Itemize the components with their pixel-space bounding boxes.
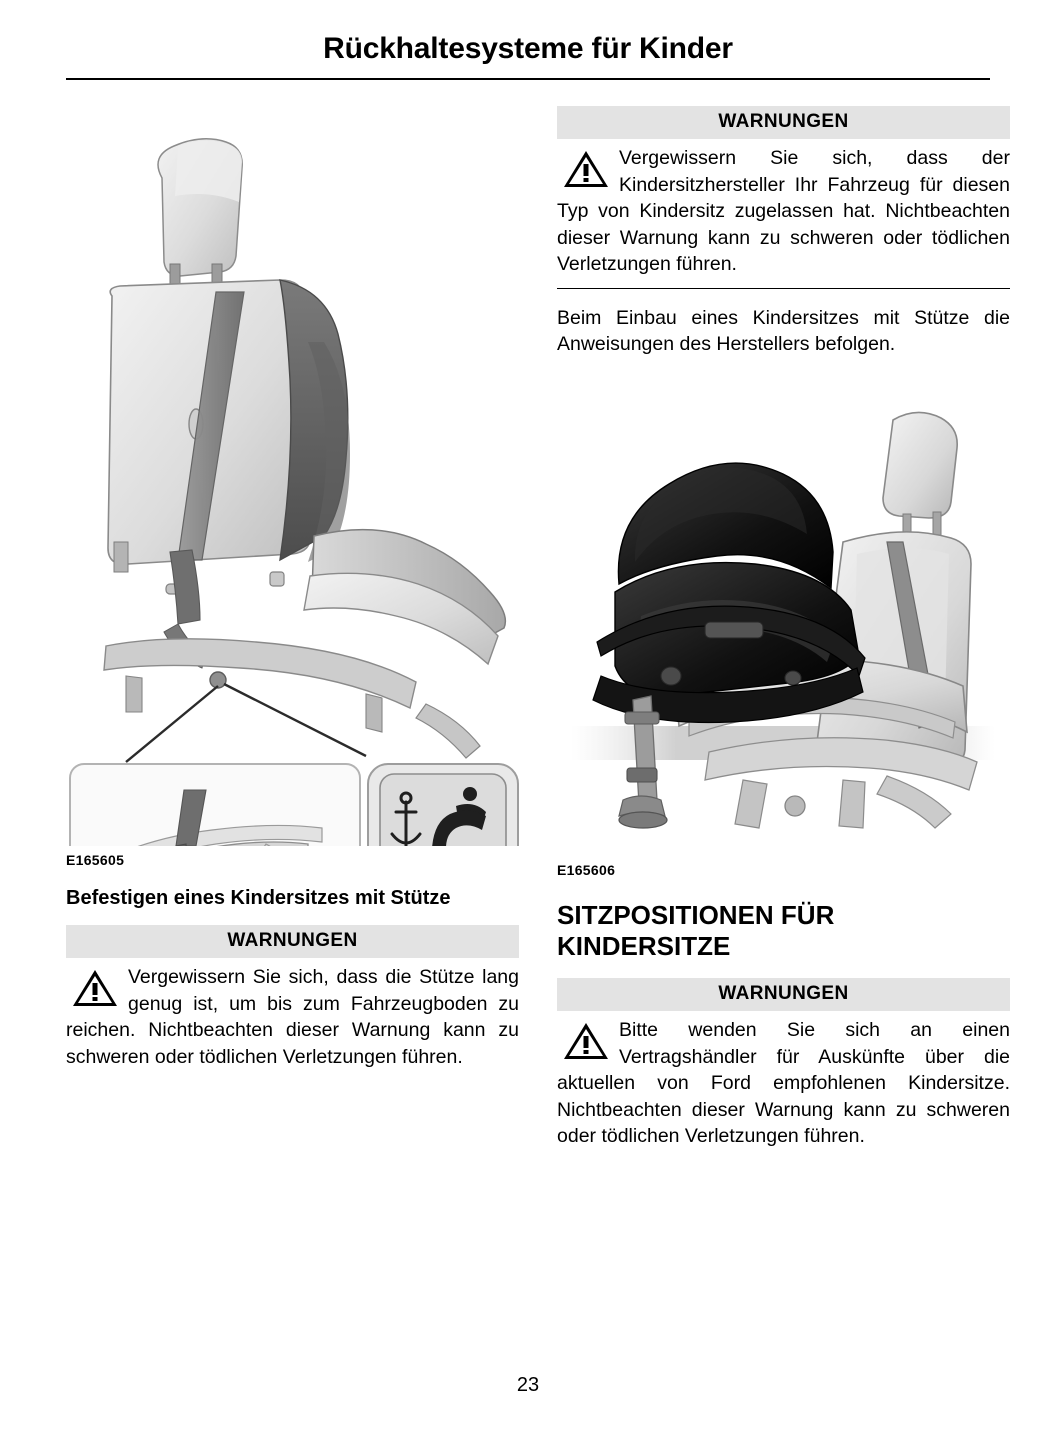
figure-id-right: E165606 [557,861,616,878]
page-header [66,0,990,66]
warning-body-right-top [557,145,1010,278]
section-heading-seating-positions: SITZPOSITIONEN FÜR KINDERSITZE [557,899,835,961]
right-column [557,106,1010,1150]
header-divider [66,78,990,80]
figure-id-left: E165605 [66,852,125,868]
paragraph-support-leg-instructions: Beim Einbau eines Kindersitzes mit Stütze die Anweisungen des Herstellers befolgen. [557,306,1010,356]
left-column [66,106,519,1150]
warning-text-left: Vergewissern Sie sich, dass die Stütze lang genug ist, um bis zum Fahrzeugboden zu reichen. Nichtbeachten dieser Warnung kann zu schweren oder tödlichen Verletzungen führen. [66,966,519,1068]
warning-triangle-icon [72,968,118,1008]
warning-triangle-icon [563,149,609,189]
warning-title-right-top: WARNUNGEN [557,106,1010,139]
figure-seat-with-tether [66,106,519,846]
warning-text-right-top: Vergewissern Sie sich, dass der Kindersitzhersteller Ihr Fahrzeug für diesen Typ von Kindersitz zugelassen hat. Nichtbeachten dieser Warnung kann zu schweren oder tödlichen Verletzungen führen. [557,147,1010,276]
warning-body-left [66,964,519,1070]
warning-triangle-icon [563,1021,609,1061]
figure-child-seat-with-support-leg [557,376,1010,856]
subheading-attach-child-seat: Befestigen eines Kindersitzes mit Stütze [66,887,451,909]
page-title: Rückhaltesysteme für Kinder [323,32,733,65]
page-number: 23 [516,1374,540,1396]
warning-divider [557,288,1010,289]
content-columns [66,106,1010,1150]
warning-body-right-bottom [557,1017,1010,1150]
warning-title-right-bottom: WARNUNGEN [557,978,1010,1011]
warning-title-left: WARNUNGEN [66,925,519,958]
warning-text-right-bottom: Bitte wenden Sie sich an einen Vertragshändler für Auskünfte über die aktuellen von Ford empfohlenen Kindersitze. Nichtbeachten dieser Warnung kann zu schweren oder tödlichen Verletzungen führen. [557,1018,1010,1148]
